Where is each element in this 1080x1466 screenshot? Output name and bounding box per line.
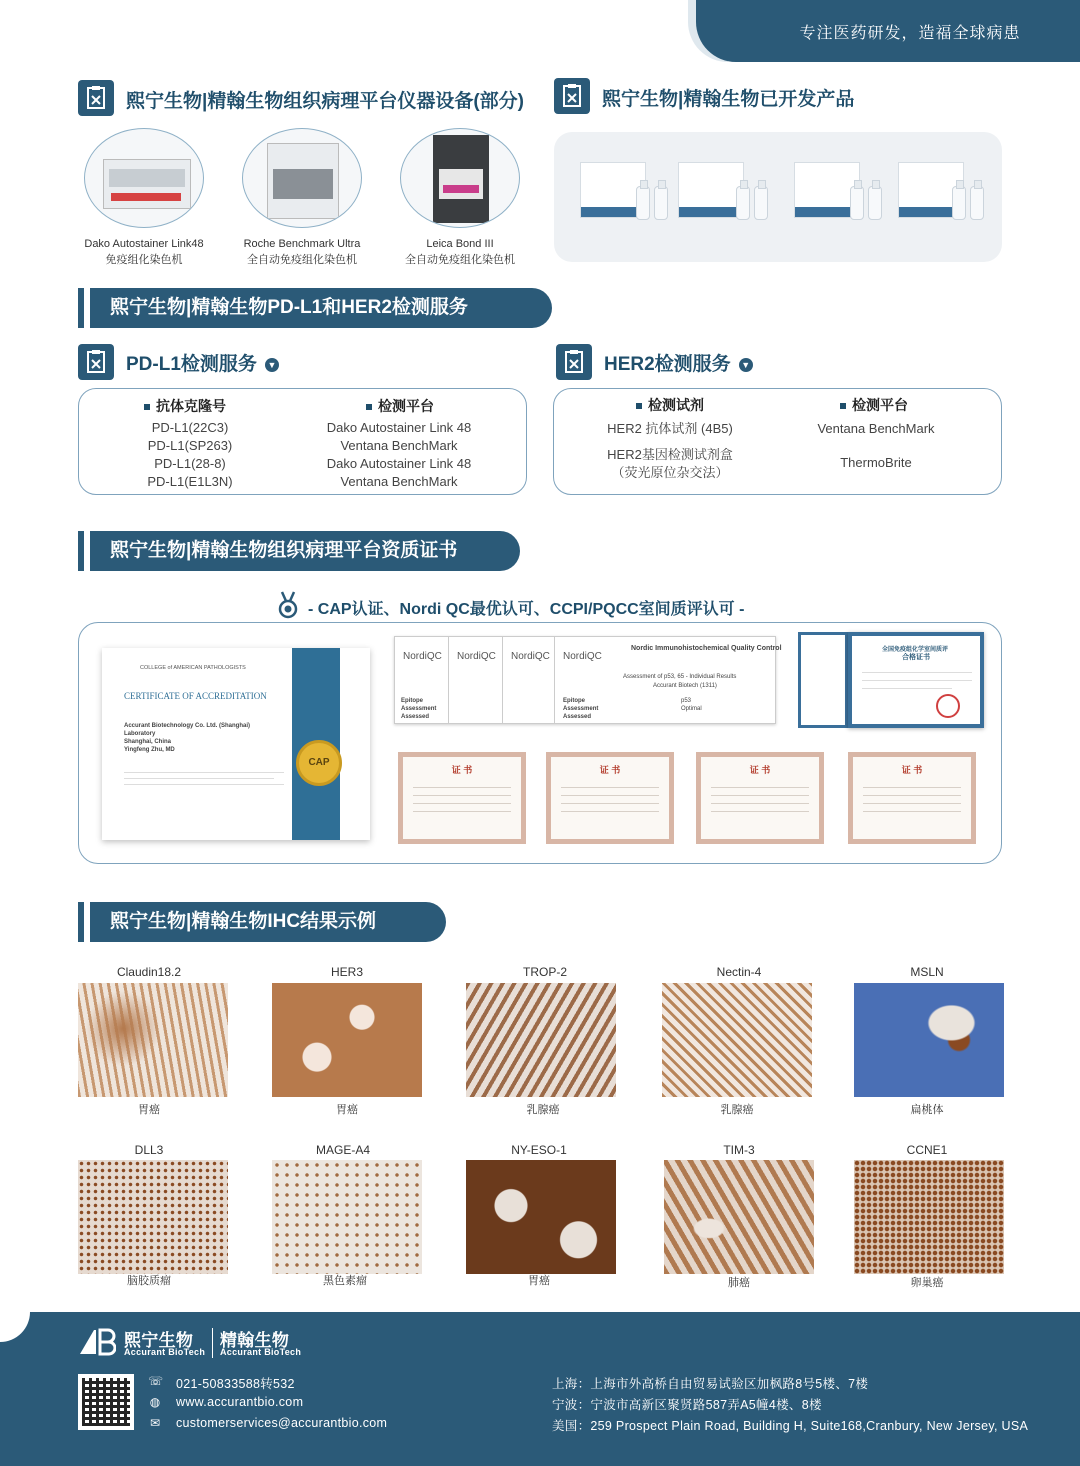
device-name: Roche Benchmark Ultra: [243, 238, 361, 250]
pdl1-platform: Dako Autostainer Link 48: [326, 456, 472, 471]
product-box: [678, 162, 744, 218]
product-bottle: [850, 186, 864, 220]
zhengshu-title: 证 书: [451, 765, 473, 775]
cap-director: Yingfeng Zhu, MD: [124, 747, 175, 753]
her2-reagent: HER2 抗体试剂 (4B5): [607, 421, 733, 436]
ihc-image-claudin18-2: [78, 983, 228, 1097]
footer-web[interactable]: www.accurantbio.com: [176, 1395, 304, 1409]
pdl1-clone: PD-L1(22C3): [151, 420, 229, 435]
her2-platform: Ventana BenchMark: [817, 421, 935, 436]
cap-org: COLLEGE of AMERICAN PATHOLOGISTS: [140, 665, 246, 671]
nordiqc-label: Assessment: [401, 706, 437, 712]
her2-reagent-sub: （荧光原位杂交法）: [611, 465, 729, 480]
ihc-image-nectin4: [662, 983, 812, 1097]
document-icon: [78, 344, 114, 380]
pdl1-clone: PD-L1(E1L3N): [147, 474, 233, 489]
award-certificate-back: [798, 632, 848, 728]
pdl1-clone: PD-L1(SP263): [147, 438, 233, 453]
zhengshu-certificate: [848, 752, 976, 844]
footer: [0, 1312, 1080, 1466]
ihc-tissue: 脑胶质瘤: [127, 1275, 171, 1287]
nordiqc-label: Epitope: [563, 698, 585, 704]
device-desc: 免疫组化染色机: [105, 254, 183, 266]
device-name: Leica Bond III: [426, 238, 494, 250]
pdl1-col2-header: 检测平台: [366, 396, 434, 416]
device-roche: [232, 128, 372, 268]
ihc-image-msln: [854, 983, 1004, 1097]
her2-col2-header: 检测平台: [840, 395, 908, 415]
products-title: 熙宁生物|精翰生物已开发产品: [602, 89, 855, 110]
mail-icon: ✉: [149, 1416, 161, 1430]
header-slogan: 专注医药研发，造福全球病患: [799, 25, 1021, 42]
award-certificate: [848, 632, 984, 728]
nordiqc-logo: NordiQC: [403, 651, 442, 662]
device-desc: 全自动免疫组化染色机: [405, 254, 515, 266]
cap-lab: Accurant Biotechnology Co. Ltd. (Shanghai): [124, 723, 250, 729]
ihc-tissue: 乳腺癌: [720, 1104, 754, 1116]
ihc-marker: CCNE1: [906, 1143, 948, 1157]
her2-title: HER2检测服务 ▼: [604, 349, 753, 376]
pdl1-platform: Dako Autostainer Link 48: [326, 420, 472, 435]
brand2-en: Accurant BioTech: [220, 1347, 302, 1357]
nordiqc-label: Epitope: [401, 698, 423, 704]
product-bottle: [654, 186, 668, 220]
ihc-marker: DLL3: [134, 1143, 164, 1157]
nordiqc-lab: Accurant Biotech (1311): [653, 683, 717, 689]
ihc-marker: MAGE-A4: [315, 1143, 370, 1157]
ihc-image-ny-eso-1: [466, 1160, 616, 1274]
document-icon: [78, 80, 114, 116]
ihc-marker: TIM-3: [723, 1143, 755, 1157]
zhengshu-title: 证 书: [901, 765, 923, 775]
award-title: 全国免疫组化学室间质评: [882, 647, 949, 653]
instruments-title: 熙宁生物|精翰生物组织病理平台仪器设备(部分): [126, 91, 524, 112]
footer-address-usa: 美国：259 Prospect Plain Road, Building H, Suite168,Cranbury, New Jersey, USA: [552, 1419, 1029, 1433]
qr-code[interactable]: [78, 1374, 134, 1430]
product-bottle: [736, 186, 750, 220]
ihc-marker: MSLN: [910, 965, 944, 979]
certificates-subtitle: - CAP认证、Nordi QC最优认可、CCPI/PQCC室间质评认可 -: [308, 601, 745, 618]
globe-icon: ◍: [149, 1395, 161, 1409]
cap-lab2: Laboratory: [124, 731, 156, 737]
ihc-tissue: 乳腺癌: [526, 1104, 560, 1116]
product-bottle: [636, 186, 650, 220]
zhengshu-certificate: [546, 752, 674, 844]
chevron-down-icon: ▼: [739, 358, 753, 372]
cap-certificate: [102, 648, 370, 840]
phone-icon: ☏: [148, 1374, 164, 1388]
ihc-tissue: 胃癌: [336, 1104, 358, 1116]
pdl1-title: PD-L1检测服务 ▼: [126, 349, 279, 376]
cap-city: Shanghai, China: [124, 739, 172, 745]
device-image: [84, 128, 204, 228]
document-icon: [554, 78, 590, 114]
footer-address-shanghai: 上海：上海市外高桥自由贸易试验区加枫路8号5楼、7楼: [552, 1377, 869, 1391]
ihc-marker: HER3: [330, 965, 363, 979]
nordiqc-label: Assessed: [401, 714, 430, 720]
nordiqc-value: p53: [681, 698, 692, 704]
brand2-cn: 精翰生物: [220, 1331, 290, 1350]
ihc-marker: Claudin18.2: [116, 965, 182, 979]
device-name: Dako Autostainer Link48: [84, 238, 204, 250]
ihc-image-dll3: [78, 1160, 228, 1274]
footer-address-ningbo: 宁波：宁波市高新区聚贤路587弄A5幢4楼、8楼: [552, 1398, 822, 1412]
detection-banner: 熙宁生物|精翰生物PD-L1和HER2检测服务: [90, 288, 552, 328]
brand1-cn: 熙宁生物: [124, 1331, 194, 1350]
nordiqc-title: Nordic Immunohistochemical Quality Control: [631, 645, 782, 652]
nordiqc-label: Assessed: [563, 714, 592, 720]
pdl1-col1-header: 抗体克隆号: [144, 396, 226, 416]
product-bottle: [868, 186, 882, 220]
ihc-tissue: 扁桃体: [910, 1104, 944, 1116]
pdl1-clone: PD-L1(28-8): [154, 456, 226, 471]
nordiqc-certificate: [394, 636, 782, 724]
banner-bar: [78, 531, 84, 571]
product-bottle: [952, 186, 966, 220]
zhengshu-title: 证 书: [599, 765, 621, 775]
ihc-image-tim3: [664, 1160, 814, 1274]
banner-bar: [78, 288, 84, 328]
her2-col1-header: 检测试剂: [636, 395, 704, 415]
product-bottle: [754, 186, 768, 220]
ihc-marker: Nectin-4: [716, 965, 762, 979]
ihc-tissue: 胃癌: [528, 1275, 550, 1287]
nordiqc-logo: NordiQC: [563, 651, 602, 662]
medal-icon: [276, 591, 300, 619]
her2-reagent: HER2基因检测试剂盒: [607, 447, 733, 462]
ihc-image-her3: [272, 983, 422, 1097]
zhengshu-title: 证 书: [749, 765, 771, 775]
award-subtitle: 合格证书: [902, 654, 930, 661]
ihc-marker: NY-ESO-1: [511, 1143, 567, 1157]
brand-logo-icon: [78, 1328, 116, 1356]
ihc-image-trop2: [466, 983, 616, 1097]
nordiqc-label: Assessment: [563, 706, 599, 712]
footer-email[interactable]: customerservices@accurantbio.com: [176, 1416, 388, 1430]
ihc-tissue: 胃癌: [138, 1104, 160, 1116]
device-dako: [74, 128, 214, 268]
nordiqc-assessment: Assessment of p53, 65 - Individual Results: [623, 674, 737, 680]
brand-divider: [212, 1328, 213, 1358]
nordiqc-logo: NordiQC: [511, 651, 550, 662]
nordiqc-logo: NordiQC: [457, 651, 496, 662]
products-panel: [554, 132, 1002, 262]
nordiqc-value: Optimal: [681, 706, 702, 712]
product-bottle: [970, 186, 984, 220]
ihc-image-ccne1: [854, 1160, 1004, 1274]
ihc-banner: 熙宁生物|精翰生物IHC结果示例: [90, 902, 446, 942]
zhengshu-certificate: [398, 752, 526, 844]
ihc-tissue: 黑色素瘤: [323, 1275, 367, 1287]
ihc-marker: TROP-2: [522, 965, 567, 979]
pdl1-platform: Ventana BenchMark: [340, 474, 458, 489]
device-image: [400, 128, 520, 228]
pdl1-platform: Ventana BenchMark: [340, 438, 458, 453]
certificates-banner: 熙宁生物|精翰生物组织病理平台资质证书: [90, 531, 520, 571]
device-leica: [390, 128, 530, 268]
pdl1-platforms: [300, 419, 498, 491]
banner-bar: [78, 902, 84, 942]
footer-phone[interactable]: 021-50833588转532: [176, 1377, 295, 1391]
ihc-image-mage-a4: [272, 1160, 422, 1274]
cap-seal: CAP: [296, 740, 342, 786]
ihc-tissue: 肺癌: [728, 1277, 750, 1289]
cap-title: CERTIFICATE OF ACCREDITATION: [124, 691, 267, 701]
her2-platform: ThermoBrite: [840, 455, 912, 470]
zhengshu-certificate: [696, 752, 824, 844]
document-icon: [556, 344, 592, 380]
ihc-tissue: 卵巢癌: [910, 1277, 944, 1289]
device-image: [242, 128, 362, 228]
pdl1-clones: [110, 419, 270, 491]
chevron-down-icon: ▼: [265, 358, 279, 372]
brand1-en: Accurant BioTech: [124, 1347, 206, 1357]
device-desc: 全自动免疫组化染色机: [247, 254, 357, 266]
